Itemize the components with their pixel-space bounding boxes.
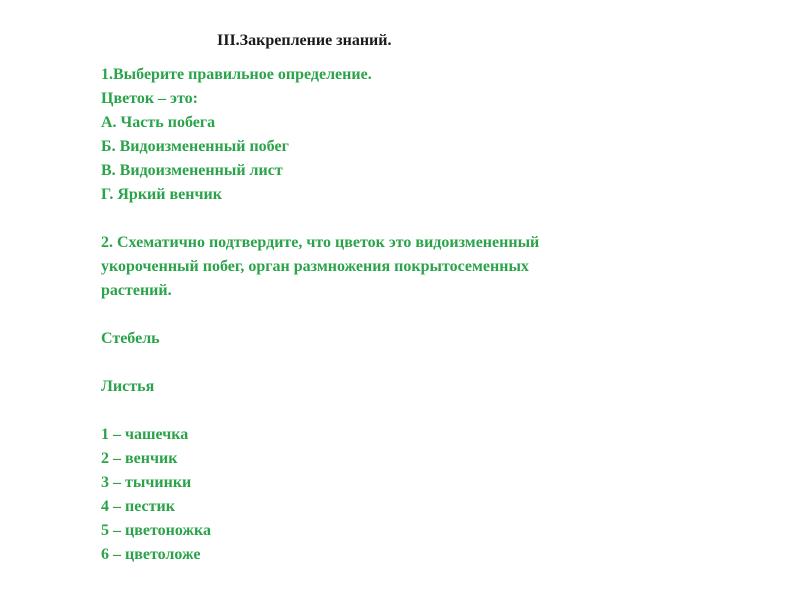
flower-part-4: 4 – пестик bbox=[101, 498, 175, 515]
spacer bbox=[101, 207, 721, 231]
answer-option-a: А. Часть побега bbox=[101, 114, 216, 131]
flower-part-5: 5 – цветоножка bbox=[101, 522, 212, 539]
question-2-line-3: растений. bbox=[101, 282, 172, 299]
answer-option-b: Б. Видоизмененный побег bbox=[101, 138, 289, 155]
leaves-label: Листья bbox=[101, 378, 155, 395]
question-2-line-1: 2. Схематично подтвердите, что цветок это видоизмененный bbox=[101, 234, 540, 251]
stem-label: Стебель bbox=[101, 330, 160, 347]
section-heading: III.Закрепление знаний. bbox=[217, 32, 392, 49]
spacer bbox=[101, 351, 721, 375]
answer-option-c: В. Видоизмененный лист bbox=[101, 162, 283, 179]
question-1-title: 1.Выберите правильное определение. bbox=[101, 66, 372, 83]
spacer bbox=[101, 303, 721, 327]
flower-part-1: 1 – чашечка bbox=[101, 426, 189, 443]
flower-part-6: 6 – цветоложе bbox=[101, 546, 201, 563]
flower-part-2: 2 – венчик bbox=[101, 450, 178, 467]
exercise-content bbox=[101, 63, 721, 567]
answer-option-d: Г. Яркий венчик bbox=[101, 186, 222, 203]
question-1-prompt: Цветок – это: bbox=[101, 90, 198, 107]
question-2-line-2: укороченный побег, орган размножения покрытосеменных bbox=[101, 258, 529, 275]
spacer bbox=[101, 399, 721, 423]
flower-part-3: 3 – тычинки bbox=[101, 474, 192, 491]
